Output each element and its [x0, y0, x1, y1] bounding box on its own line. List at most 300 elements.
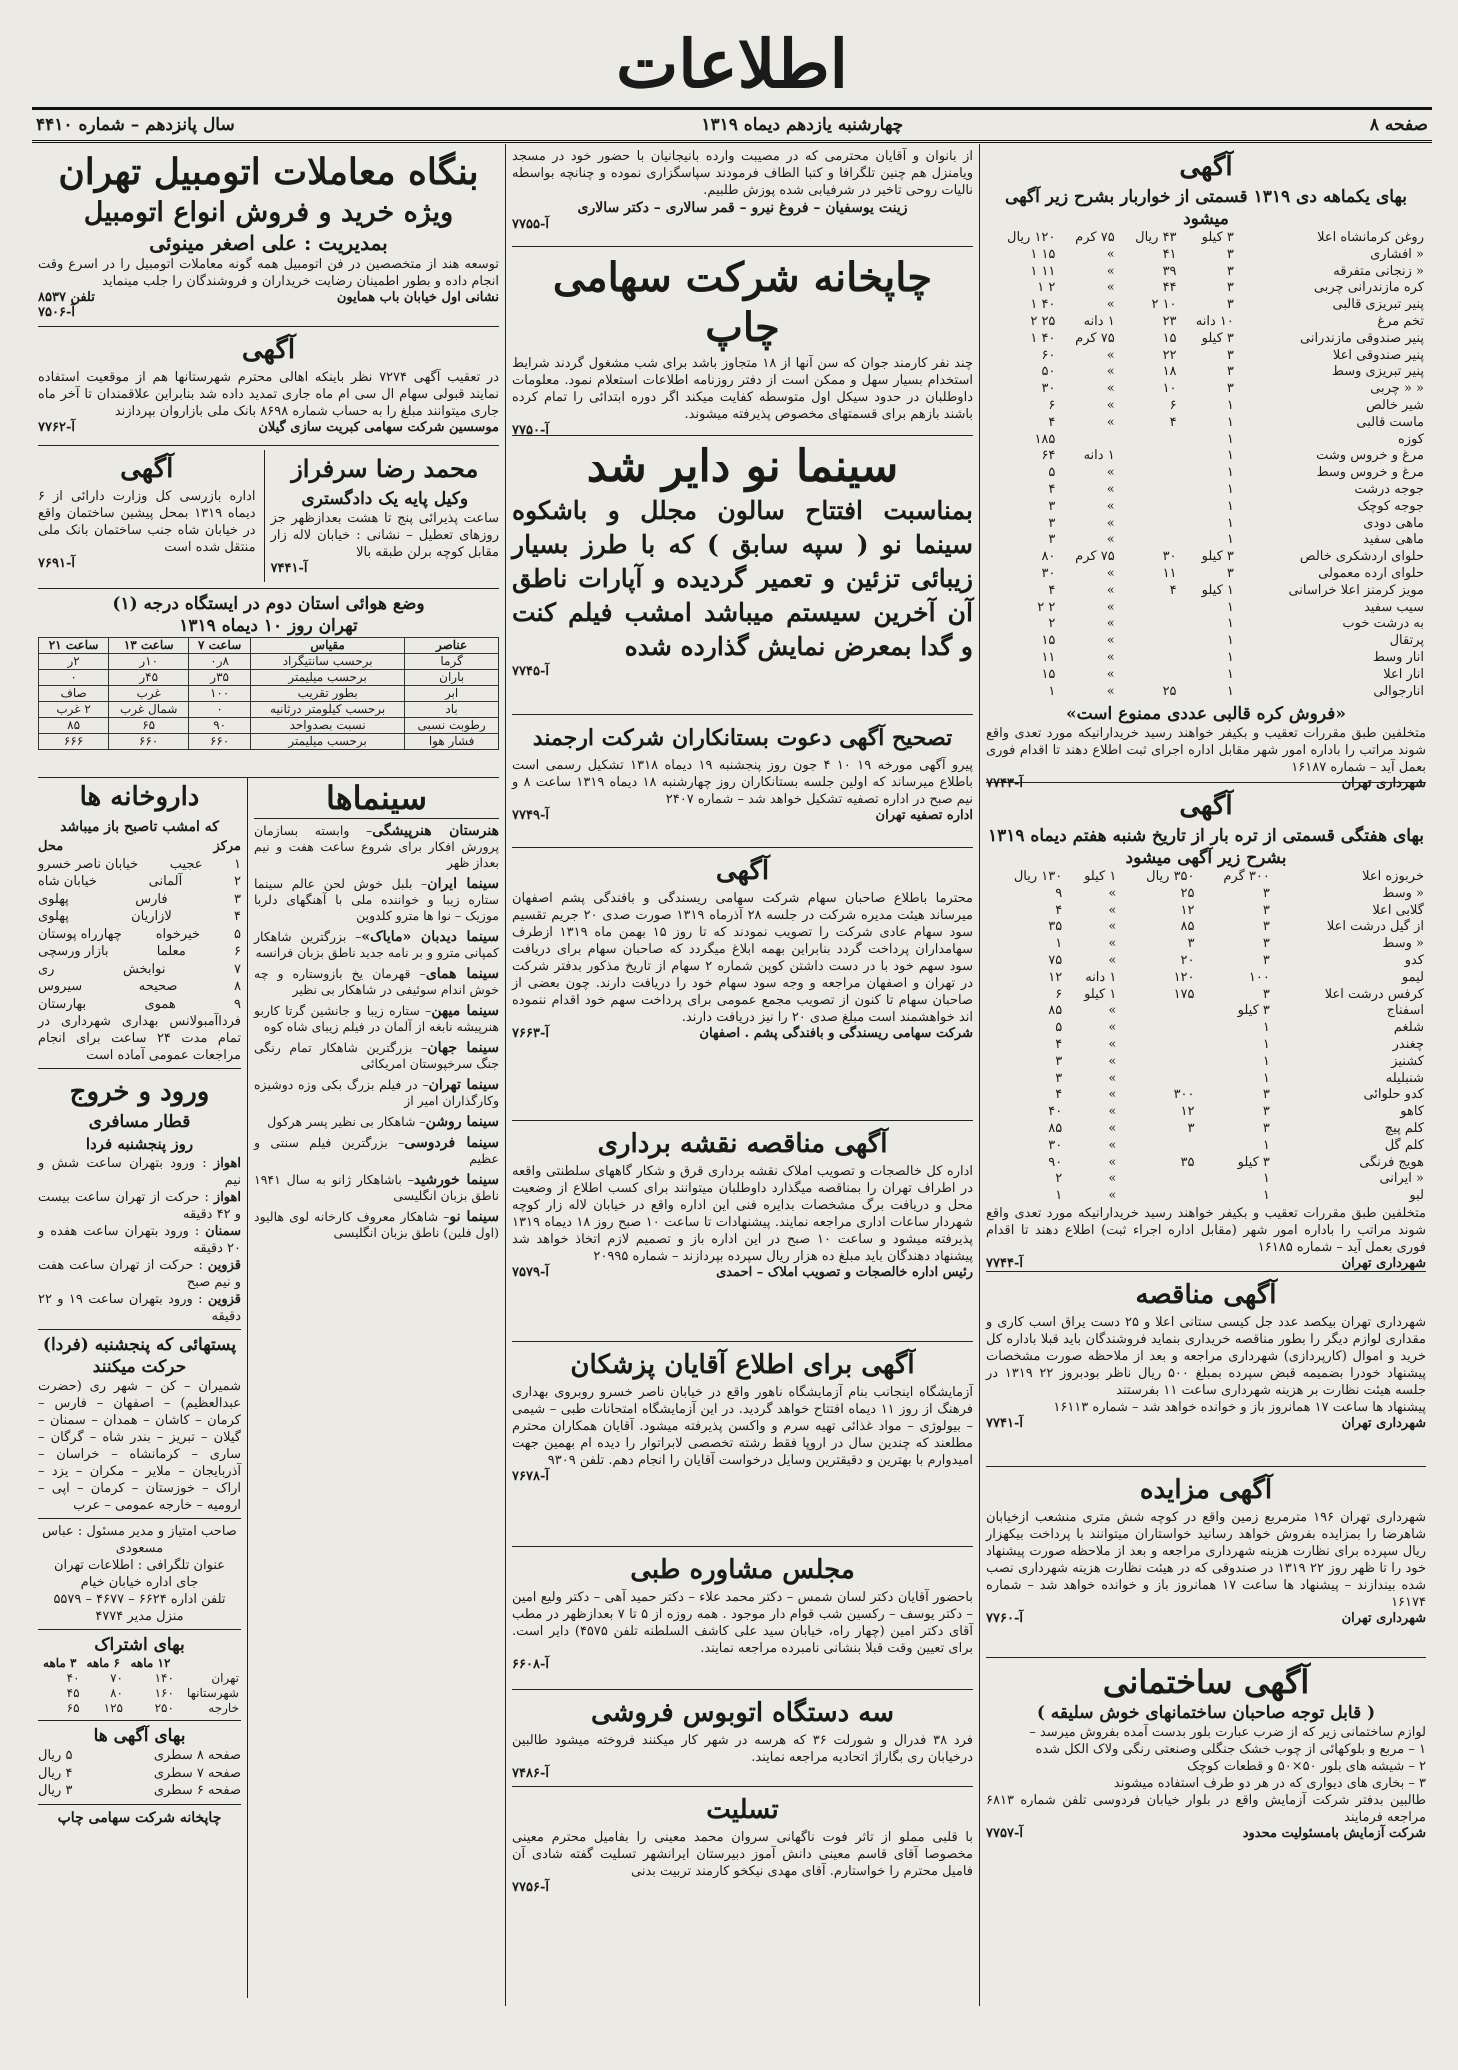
cinema-name: سینما میهن [431, 1003, 500, 1019]
table-cell: ۳ [1226, 263, 1234, 279]
ad-title: چاپخانه شرکت سهامی چاپ [552, 254, 933, 351]
table-cell: ۳۹ [1162, 263, 1177, 279]
price-row [986, 667, 1426, 684]
section-title: داروخانه ها [79, 782, 200, 812]
table-cell: ۱۸ [1162, 364, 1177, 380]
ad-signature: اداره تصفیه تهران آ-۷۷۴۹ [512, 808, 973, 823]
table-cell: « وسط [1382, 885, 1424, 901]
ad-title: محمد رضا سرفراز [291, 454, 479, 483]
table-cell: ۳ کیلو [1201, 330, 1234, 346]
table-cell: ۱ کیلو [1084, 869, 1117, 884]
table-cell: برحسب کیلومتر درثانیه [251, 702, 405, 718]
ad-signature: شرکت آزمایش بامسئولیت محدود آ-۷۷۵۷ [986, 1826, 1426, 1841]
post-schedule: پستهائی که پنجشنبه (فردا) حرکت میکنند شمیران – کن – شهر ری (حضرت عبدالعظیم) – اصفهان – فارس – کرمان – کاشان – همدان – سمنان – گیلان – تبریز – بندر شاه – گرگان – ساری – کرمانشاه – خراسان – آذربایجان – ملایر – مکران – یزد – اراک – خوزستان – کرمان – اپی – ارومیه – خارجه عمومی – عرب [38, 1330, 241, 1519]
subscription-header: ۳ ماهه [43, 1656, 77, 1670]
print-house-ad: چاپخانه شرکت سهامی چاپ چند نفر کارمند جوان که سن آنها از ۱۸ متجاوز باشد برای شب مشغول گردند شرایط استخدام بسیار سهل و ممکن است از دفتر روزنامه اطلاعات استعلام نمود. معلومات داوطلبان در حدود سیکل اول متوسطه کفایت میکند اگر دوره ابتدائی را تمام کرده باشند بازهم برای قسمتهای مخصوص پذیرفته میشوند. آ-۷۷۵۰ [512, 247, 973, 436]
table-cell: ۱۳۰ ریال [1013, 869, 1063, 884]
table-cell: ۱۱ ۱ [1030, 263, 1056, 279]
ad-subtitle: بهای هفتگی قسمتی از تره بار از تاریخ شنبه هفتم دیماه ۱۳۱۹ بشرح زیر آگهی میشود [987, 826, 1425, 868]
table-cell: ۲ [1048, 616, 1056, 632]
table-cell [1117, 482, 1179, 499]
cinema-text: – وابسته بسازمان پرورش افکار برای شروع ساعت هفت و نیم بعداز ظهر [254, 823, 499, 870]
list-cell: هموی [144, 996, 176, 1012]
list-item [38, 856, 241, 874]
middle-column [506, 144, 979, 2006]
table-cell: ۱۱ [1041, 649, 1056, 665]
table-cell: » [1106, 397, 1115, 413]
table-cell: برحسب میلیمتر [251, 734, 405, 750]
table-cell: ۸۵ [1048, 1003, 1063, 1019]
list-cell: فارس [135, 891, 168, 907]
list-cell: خیابان شاه [38, 874, 97, 889]
table-cell: ۴۰ [1048, 1104, 1063, 1120]
price-row [986, 432, 1426, 449]
section-title: سینماها [254, 778, 499, 819]
pharmacy-list: داروخانه ها که امشب تاصبح باز میباشد مرکز محل ۱ عجیب خیابان ناصر خسرو ۲ آلمانی خیابان شاه ۳ فارس پهلوی ۴ لازاریان پهلوی ۵ خیرخواه چهارراه پوستان ۶ معلما بازار ورسچی ۷ نوابخش ری ۸ صحیحه سیروس ۹ هموی بهارستان فرداآمبولانس بهداری شهرداری در تمام مدت ۲۴ ساعت برای انجام مراجعات عمومی آماده است [38, 780, 241, 1069]
table-cell [1117, 465, 1179, 482]
table-cell: جوجه درشت [1354, 481, 1424, 497]
train-city: اهواز [213, 1190, 241, 1205]
table-cell [1057, 432, 1116, 449]
table-cell [1118, 1138, 1196, 1155]
price-row [986, 903, 1426, 920]
list-cell: عجیب [169, 856, 203, 872]
table-cell: » [1108, 1137, 1117, 1153]
price-row [986, 616, 1426, 633]
weather-header: ساعت ۷ [189, 638, 251, 654]
table-cell: چغندر [1392, 1036, 1424, 1052]
subscription-row [38, 1701, 241, 1716]
table-cell: ۱ [1226, 414, 1234, 430]
cinema-name: سینما ایران [427, 876, 499, 892]
table-cell: ۱ [1262, 1053, 1270, 1069]
table-cell: « وسط [1382, 936, 1424, 952]
table-cell: ۳ [1187, 936, 1195, 952]
ad-title: مجلس مشاوره طبی [630, 1555, 855, 1585]
ad-body: بمناسبت افتتاح سالون مجلل و باشکوه سینما نو ( سپه سابق ) که با طرز بسیار زیبائی تزئین و تعمیر گردیده و آپارات ناطق آن آخرین سیستم میباشد امشب فیلم کنت و گدا بمعرض نمایش گذارده شده [512, 496, 973, 661]
table-cell: ۳ [1226, 246, 1234, 262]
table-cell: مرغ و خروس وسط [1316, 465, 1424, 481]
table-cell: » [1106, 649, 1115, 665]
table-cell: ۱۲ [1180, 1104, 1195, 1120]
table-cell: ۱ [1226, 515, 1234, 531]
ad-body: با قلبی مملو از تاثر فوت ناگهانی سروان محمد معینی را بفامیل محترم معینی مخصوصا آقای قاسم معینی دانش آموز دبیرستان ایرانشهر تسلیت گفته شادی آن فامیل محترم را خواستارم. آقای مهدی نیکخو کارمند تربیت بدنی [512, 1830, 973, 1879]
table-cell: ۳ کیلو [1237, 1154, 1270, 1170]
lower-left-block [38, 778, 499, 1998]
weather-header: ساعت ۲۱ [39, 638, 109, 654]
list-cell: لازاریان [131, 909, 172, 924]
price-row [986, 532, 1426, 549]
table-cell: ۹۰ [189, 718, 251, 734]
list-cell: ۶ [234, 944, 241, 959]
cinema-text: – شاهکار معروف کارخانه لوی هالیود (اول فلین) ناطق بزبان انگلیسی [254, 1209, 499, 1240]
train-city: قزوین [207, 1292, 241, 1307]
condolence-ad: تسلیت با قلبی مملو از تاثر فوت ناگهانی سروان محمد معینی را بفامیل محترم معینی مخصوصا آقای قاسم معینی دانش آموز دبیرستان ایرانشهر تسلیت گفته شادی آن فامیل محترم را خواستارم. آقای مهدی نیکخو کارمند تربیت بدنی آ-۷۷۵۶ [512, 1795, 973, 1895]
cinema-text: – شاهکار بی نظیر پسر هرکول [267, 1114, 426, 1129]
table-cell: ۱۰ ۲ [1151, 297, 1177, 313]
weather-row [39, 718, 499, 734]
table-cell: کشنیز [1391, 1053, 1424, 1069]
table-cell: » [1106, 246, 1115, 262]
right-column [980, 144, 1432, 2006]
price-row [986, 230, 1426, 247]
table-cell: » [1106, 381, 1115, 397]
table-cell: نسبت بصدواحد [251, 718, 405, 734]
list-cell: پهلوی [38, 891, 69, 907]
table-cell: ۱ [1226, 616, 1234, 632]
price-row [986, 1054, 1426, 1071]
table-cell: ۳۰ [1041, 565, 1056, 581]
publisher-line: صاحب امتیاز و مدیر مسئول : عباس مسعودی [42, 1524, 237, 1556]
table-cell: ۲۵ [1180, 885, 1195, 901]
weather-date: تهران روز ۱۰ دیماه ۱۳۱۹ [179, 616, 358, 636]
ad-title: آگهی [120, 454, 174, 484]
publisher-line: عنوان تلگرافی : اطلاعات تهران [53, 1558, 225, 1573]
ad-title: آگهی مناقصه [1135, 1280, 1277, 1310]
cinema-listing [254, 1135, 499, 1167]
table-cell: به درشت خوب [1342, 616, 1424, 632]
list-cell: بازار ورسچی [38, 944, 109, 959]
table-cell: ۱ [1262, 1171, 1270, 1187]
table-cell: انار اعلا [1383, 666, 1424, 682]
table-cell: » [1106, 481, 1115, 497]
table-cell: سیب سفید [1364, 599, 1424, 615]
table-cell: » [1108, 1020, 1117, 1036]
table-cell: ۲ [1055, 1171, 1063, 1187]
table-cell: ۳ [1262, 986, 1270, 1002]
train-item: قزوین : حرکت از تهران ساعت هفت و نیم صبح [38, 1258, 241, 1290]
table-cell: ۱ [1055, 1188, 1063, 1204]
table-cell [1117, 499, 1179, 516]
table-cell: ۱۲۵ [103, 1701, 123, 1715]
table-cell: شلغم [1393, 1020, 1424, 1036]
list-cell: خیرخواه [155, 926, 201, 942]
subscription-header [176, 1656, 241, 1671]
cinema-listing [254, 1172, 499, 1204]
table-cell: ۰ [39, 670, 109, 686]
table-cell [1118, 1037, 1196, 1054]
table-cell: ۳ [1262, 1120, 1270, 1136]
left-column [32, 144, 505, 2006]
ad-signature: شهرداری تهران آ-۷۷۶۰ [986, 1611, 1426, 1626]
shareholder-ad [512, 848, 973, 1121]
table-cell: خربوزه اعلا [1362, 869, 1424, 884]
table-cell: ۸۰ [1041, 549, 1056, 565]
table-cell: ۴۰ [66, 1671, 80, 1685]
publisher-info [38, 1519, 241, 1630]
table-cell: ۳ کیلو [1237, 1003, 1270, 1019]
table-cell: برحسب سانتیگراد [251, 654, 405, 670]
table-cell: ۲۵۰ [154, 1701, 174, 1715]
table-cell: شهرستانها [186, 1686, 239, 1700]
header-cell: مرکز [213, 839, 241, 854]
table-cell: ۱۷۵ [1173, 986, 1195, 1002]
table-cell: ۹۰ [1048, 1154, 1063, 1170]
cinema-name: سینما نو [449, 1209, 499, 1225]
table-cell: ۱ [1226, 633, 1234, 649]
table-cell: ۷۵ کرم [1075, 330, 1115, 346]
table-cell: ۱ [1262, 1188, 1270, 1204]
price-table [986, 230, 1426, 700]
table-cell: ۱ [1226, 431, 1234, 447]
table-cell: ۱ [1226, 465, 1234, 481]
table-cell [1117, 432, 1179, 449]
price-row [986, 549, 1426, 566]
table-cell: ماهی دودی [1363, 515, 1424, 531]
table-cell: ۴ [1048, 481, 1056, 497]
ad-body: اداره کل خالصجات و تصویب املاک نقشه برداری قرق و شکار گاههای سلطنتی واقعه در اطراف تهران را بمناقصه میگذارد داوطلبان میتوانند برای کسب اطلاع از وضعیت محل و دریافت برگ مشخصات بدایره فنی این اداره واقع در خیابان لاله زار کوچه شهردار ساعات اداری مراجعه نمایند. پیشنهادات تا ساعت ۱۰ صبح روز ۱۸ دیماه ۱۳۱۹ پذیرفته میشود و ساعت ۱۰ صبح در این اداره باز و تصمیم لازم اتخاذ خواهد شد پیشنهاد دهندگان باید مبلغ ده هزار ریال سپرده بپردازند – شماره ۲۰۹۹۵ [512, 1164, 974, 1264]
ad-rate-row [38, 1747, 241, 1765]
table-cell [1117, 667, 1179, 684]
list-cell: ۸ [234, 979, 241, 994]
table-cell: تهران [211, 1671, 239, 1685]
table-cell: ۹ [1055, 885, 1063, 901]
price-row [986, 280, 1426, 297]
table-cell: پنیر تبریزی وسط [1331, 364, 1424, 380]
bus-sale-ad: سه دستگاه اتوبوس فروشی فرد ۳۸ فدرال و شورلت ۳۶ که هرسه در شهر کار میکنند فروخته میشود طالبین درخیابان ری بگاراژ اتحادیه مراجعه نمایند. آ-۷۴۸۶ [512, 1690, 973, 1787]
subscription-row [38, 1686, 241, 1701]
table-cell [1117, 650, 1179, 667]
table-cell: انار وسط [1372, 649, 1424, 665]
table-cell: » [1106, 414, 1115, 430]
table-cell: » [1108, 1171, 1117, 1187]
table-cell: ۱ [1262, 1020, 1270, 1036]
price-row [986, 364, 1426, 381]
table-cell: کرفس درشت اعلا [1324, 986, 1424, 1002]
ad-signature: شهرداری تهران آ-۷۷۴۱ [986, 1416, 1426, 1431]
table-cell: ۴۵ر [109, 670, 189, 686]
list-item [38, 996, 241, 1014]
table-cell: ۳ [1226, 280, 1234, 296]
table-cell: ۱ [1048, 683, 1056, 699]
ad-rates [38, 1721, 241, 1805]
ad-title: تصحیح آگهی دعوت بستانکاران شرکت ارجمند [532, 725, 953, 751]
weather-title: وضع هوائی استان دوم در ایستگاه درجه (۱) [112, 594, 425, 614]
table-cell [1117, 516, 1179, 533]
ad-rate-row [38, 1782, 241, 1800]
table-cell: کلم گل [1384, 1137, 1424, 1153]
list-cell: ۱ [234, 856, 241, 872]
price-row [986, 987, 1426, 1004]
table-cell: ۱۰ [1162, 381, 1177, 397]
table-cell: غرب [109, 686, 189, 702]
cinema-listing [254, 929, 499, 961]
price-table [986, 869, 1426, 1205]
year-issue: سال پانزدهم – شماره ۴۴۱۰ [36, 115, 235, 135]
table-cell: ۳ [1187, 1120, 1195, 1136]
table-cell: ۱ [1226, 481, 1234, 497]
tender-ad [986, 1272, 1426, 1467]
price-row [986, 650, 1426, 667]
ad-body: فرد ۳۸ فدرال و شورلت ۳۶ که هرسه در شهر کار میکنند فروخته میشود طالبین درخیابان ری بگاراژ اتحادیه مراجعه نمایند. [512, 1733, 974, 1765]
subscription-header: ۱۲ ماهه [130, 1656, 171, 1670]
price-row [986, 684, 1426, 701]
table-cell: ۶۵ [109, 718, 189, 734]
cinema-listing [254, 1209, 499, 1241]
price-row [986, 1071, 1426, 1088]
price-row [986, 465, 1426, 482]
cinema-listing [254, 1040, 499, 1072]
list-item [38, 961, 241, 979]
table-cell: » [1108, 1053, 1117, 1069]
list-cell: ۳ ریال [38, 1783, 73, 1798]
table-cell: ۷۵ کرم [1075, 230, 1115, 245]
table-cell: ۱ [1226, 532, 1234, 548]
table-cell: ۱ کیلو [1084, 986, 1117, 1002]
section-title: بهای آگهی ها [93, 1726, 186, 1746]
table-cell: ۱ دانه [1083, 313, 1115, 329]
table-cell: ۲۰ [1180, 952, 1195, 968]
table-cell: ۶۶۰ [189, 734, 251, 750]
table-cell: ۳ [1226, 565, 1234, 581]
list-cell: ۹ [234, 996, 241, 1012]
table-cell: ۱ دانه [1083, 448, 1115, 464]
cinema-text: – باشاهکار ژانو به سال ۱۹۴۱ ناطق بزبان انگلیسی [254, 1172, 499, 1203]
thanks-ad: از بانوان و آقایان محترمی که در مصیبت وارده بانیجانیان با حضور خود در مسجد ویامنزل هم چنین تلگرافا و کتبا الطاف فرمودند سپاسگزاری نموده و چنانچه بواسطه نالیات روحی تاخیر در شرفیابی شده پوزش طلبیم. زینت یوسفیان – فروغ نیرو – قمر سالاری – دکتر سالاری آ-۷۷۵۵ [512, 144, 973, 247]
train-time: ورود بتهران ساعت هفده و ۲۰ دقیقه [38, 1224, 241, 1256]
price-row [986, 1020, 1426, 1037]
ad-title: سینما نو دایر شد [586, 441, 899, 492]
table-cell: ۲ غرب [39, 702, 109, 718]
table-cell: ۱۰۰ [1248, 969, 1270, 985]
ad-body: محترما باطلاع صاحبان سهام شرکت سهامی ریسندگی و بافندگی پشم اصفهان میرساند هیئت مدیره شرکت در جلسه ۲۸ آذرماه ۱۳۱۹ صورت صدی ۲۰ جریم تقسیم سود سهام عادی شرکت را تصویب نمودند که تا روز ۱۵ بهمن ماه ۱۳۱۹ ازطرف سهامداران پرداخت گردد بنابراین بهمه ابلاغ میگردد که صاحبان سهام برای دریافت سود سهم خود با در دست داشتن کوپن شماره ۲ سهام از تاریخ مذکور بدفتر شرکت در تهران و اصفهان مراجعه و وجه سود سهام خود را دریافت دارند. چون بعضی از صاحبان سهام تا کنون از تصویب مجمع عمومی برای پرداخت سهم خود اقدام ننموده اند خواهشمند است مبلغ صدی ۲۰ را نیز دریافت دارند. [512, 891, 973, 1025]
price-row [986, 886, 1426, 903]
price-row [986, 1188, 1426, 1205]
table-cell: کدو حلوائی [1363, 1087, 1424, 1103]
table-cell: ۱۱ [1162, 565, 1177, 581]
table-cell: » [1108, 919, 1117, 935]
price-row [986, 415, 1426, 432]
table-cell: ۸۰ [110, 1686, 123, 1700]
table-cell: لیمو [1401, 969, 1424, 985]
ad-subtitle: ویژه خرید و فروش انواع اتومبیل [83, 197, 454, 228]
ad-signature: شهرداری تهران آ-۷۷۴۴ [986, 1255, 1426, 1271]
table-cell: از گیل درشت اعلا [1326, 919, 1424, 935]
table-cell: گرما [405, 654, 499, 670]
ad-subtitle: بهای یکماهه دی ۱۳۱۹ قسمتی از خواربار بشرح زیر آگهی میشود [1004, 187, 1408, 229]
ad-title: آگهی برای اطلاع آقایان پزشکان [570, 1350, 915, 1380]
table-cell: ۳ [1262, 1087, 1270, 1103]
list-cell: صحیحه [138, 979, 178, 994]
cinema-name: هنرستان هنرپیشگی [372, 823, 499, 839]
table-cell: ۳ [1226, 381, 1234, 397]
table-cell: شیر خالص [1365, 397, 1424, 413]
table-cell: ۱۰۰ [189, 686, 251, 702]
table-cell: ۶۴ [1041, 448, 1056, 464]
cinema-text: – در فیلم بزرگ بکی وزه دوشیزه وکارگذاران امیر از [254, 1077, 499, 1108]
table-cell [1117, 616, 1179, 633]
table-cell: رطوبت نسبی [405, 718, 499, 734]
table-cell: » [1106, 599, 1115, 615]
table-cell: » [1106, 666, 1115, 682]
table-cell: ۱ [1226, 599, 1234, 615]
train-item: قزوین : ورود بتهران ساعت ۱۹ و ۲۲ دقیقه [38, 1292, 241, 1324]
publisher-line: منزل مدیر ۴۷۷۴ [95, 1609, 184, 1624]
table-cell: ۵ [1048, 465, 1056, 481]
ad-body: باحضور آقایان دکتر لسان شمس – دکتر محمد علاء – دکتر حمید آهی – دکتر ولیع امین – دکتر یوسف – رکسین شب قوام دار موجود . همه روزه از ۵ تا ۷ بعدازظهر در مطب آقای دکتر امین (چهار راه، خیابان سید علی کاشف السلطنه تلفن ۴۵۷۵) دایر است. برای تعیین وقت قبلا بنشانی نامبرده مراجعه نمایند. [512, 1590, 974, 1656]
cinema-text: – قهرمان یخ بازوستاره و چه خوش اندام سوئیفی در شاهکار بی نظیر [254, 966, 499, 997]
price-row [986, 1104, 1426, 1121]
cinema-listing [254, 1003, 499, 1035]
table-cell: ۴ [1055, 902, 1063, 918]
car-dealer-ad: بنگاه معاملات اتومبیل تهران ویژه خرید و فروش انواع اتومبیل بمدیریت : علی اصغر مینوئی توسعه هند از متخصصین در فن اتومبیل همه گونه معاملات اتومبیل را در اسرع وقت انجام داده و بطور اطمینان رضایت خریداران و فروشندگان را جلب مینماید نشانی اول خیابان باب همایون تلفن ۸۵۳۷ آ-۷۵۰۶ [38, 144, 499, 327]
list-cell: بهارستان [38, 996, 87, 1012]
columns [32, 144, 1432, 2006]
table-cell: ۳ [1262, 902, 1270, 918]
price-row [986, 1087, 1426, 1104]
table-cell: » [1108, 1154, 1117, 1170]
table-cell: پرتقال [1389, 633, 1424, 649]
train-city: قزوین [207, 1258, 241, 1273]
table-cell: » [1108, 1120, 1117, 1136]
ad-body: شهرداری تهران بیکصد عدد جل کیسی ستانی اعلا و ۲۵ دست یراق اسب کاری و مقداری لوازم دیگر را بطور مناقصه خریداری بنماید فروشندگان باید قبلا باداره کل خرید و اموال (کارپردازی) شهرداری مراجعه و بعد از ملاحظه صورت مشخصات پیشنهاد خودرا بضمیمه قبض سپرده بمبلغ ۵۰۰ ریال ناظر بودبروز ۲۲ ۱۳۱۹ در جلسه هیئت نظارت بر هزینه شهرداری ساعت ۱۱ بفرستند [986, 1315, 1426, 1398]
table-cell: » [1108, 1188, 1117, 1204]
table-cell: کلم پیچ [1384, 1120, 1424, 1136]
ad-signature: رئیس اداره خالصجات و تصویب املاک – احمدی آ-۷۵۷۹ [512, 1265, 973, 1280]
price-row [986, 398, 1426, 415]
table-cell: ۳ [1226, 297, 1234, 313]
table-cell: ۱۲ [1048, 969, 1063, 985]
list-item [38, 873, 241, 891]
table-cell: ۱ [1226, 649, 1234, 665]
ad-title: سه دستگاه اتوبوس فروشی [590, 1698, 895, 1728]
table-cell: ۸ر۰ [189, 654, 251, 670]
table-cell: ۱۲ [1180, 902, 1195, 918]
price-ad-groceries [986, 144, 1426, 792]
price-row [986, 1121, 1426, 1138]
table-cell: تخم مرغ [1377, 313, 1424, 329]
train-city: اهواز [213, 1156, 241, 1171]
correction-ad [512, 715, 973, 848]
table-cell [1117, 532, 1179, 549]
ad-body: توسعه هند از متخصصین در فن اتومبیل همه گونه معاملات اتومبیل را در اسرع وقت انجام داده و بطور اطمینان رضایت خریداران و فروشندگان را جلب مینماید [38, 257, 499, 289]
list-item [38, 978, 241, 996]
train-item: اهواز : ورود بتهران ساعت شش و نیم [38, 1156, 241, 1188]
table-cell: پنیر صندوقی مازندرانی [1299, 330, 1424, 346]
table-cell: ۲۵ ۲ [1030, 313, 1056, 329]
dateline [32, 107, 1432, 143]
ad-body: ساعت پذیرائی پنج تا هشت بعدازظهر جز روزهای تعطیل – نشانی : خیابان لاله زار مقابل کوچه برلن طبقه بالا [270, 511, 499, 560]
table-cell: باران [405, 670, 499, 686]
table-cell: ۵۰ [1041, 364, 1056, 380]
table-cell: » [1106, 364, 1115, 380]
table-cell: ۱۲۰ [1173, 969, 1195, 985]
list-cell: صفحه ۸ سطری [153, 1748, 241, 1763]
table-cell: کاهو [1400, 1104, 1424, 1120]
subscription-table [38, 1656, 241, 1716]
ad-body: متخلفین طبق مقررات تعقیب و بکیفر خواهند رسید خریدارانیکه مورد تعدی واقع شوند مراتب را باداره امور شهر مقابل اداره اجرای ثبت اطلاع دهند تا اقدام فوری بعمل آید – شماره ۱۶۱۸۷ [986, 726, 1426, 776]
table-cell: ۴ [1048, 414, 1056, 430]
table-cell: ۳ [1048, 498, 1056, 514]
list-item [38, 891, 241, 909]
match-company-ad [38, 327, 499, 446]
table-cell: ۶ [1055, 986, 1063, 1002]
masthead: اطلاعات [616, 25, 848, 103]
ad-title: آگهی مناقصه نقشه برداری [597, 1129, 888, 1159]
table-cell: ۸۵ [39, 718, 109, 734]
table-cell: ۱۸۵ [1034, 431, 1056, 447]
table-cell: ۶۶۶ [39, 734, 109, 750]
table-cell: » [1106, 498, 1115, 514]
weather-header: عناصر [405, 638, 499, 654]
cinema-name: سینما همای [425, 966, 499, 982]
list-item [38, 943, 241, 961]
table-cell: ۳ [1048, 532, 1056, 548]
table-cell: مرغ و خروس وشت [1316, 448, 1424, 464]
table-cell: » [1106, 616, 1115, 632]
train-time: ورود بتهران ساعت ۱۹ و ۲۲ دقیقه [38, 1292, 241, 1324]
list-cell: ۵ [234, 926, 241, 942]
